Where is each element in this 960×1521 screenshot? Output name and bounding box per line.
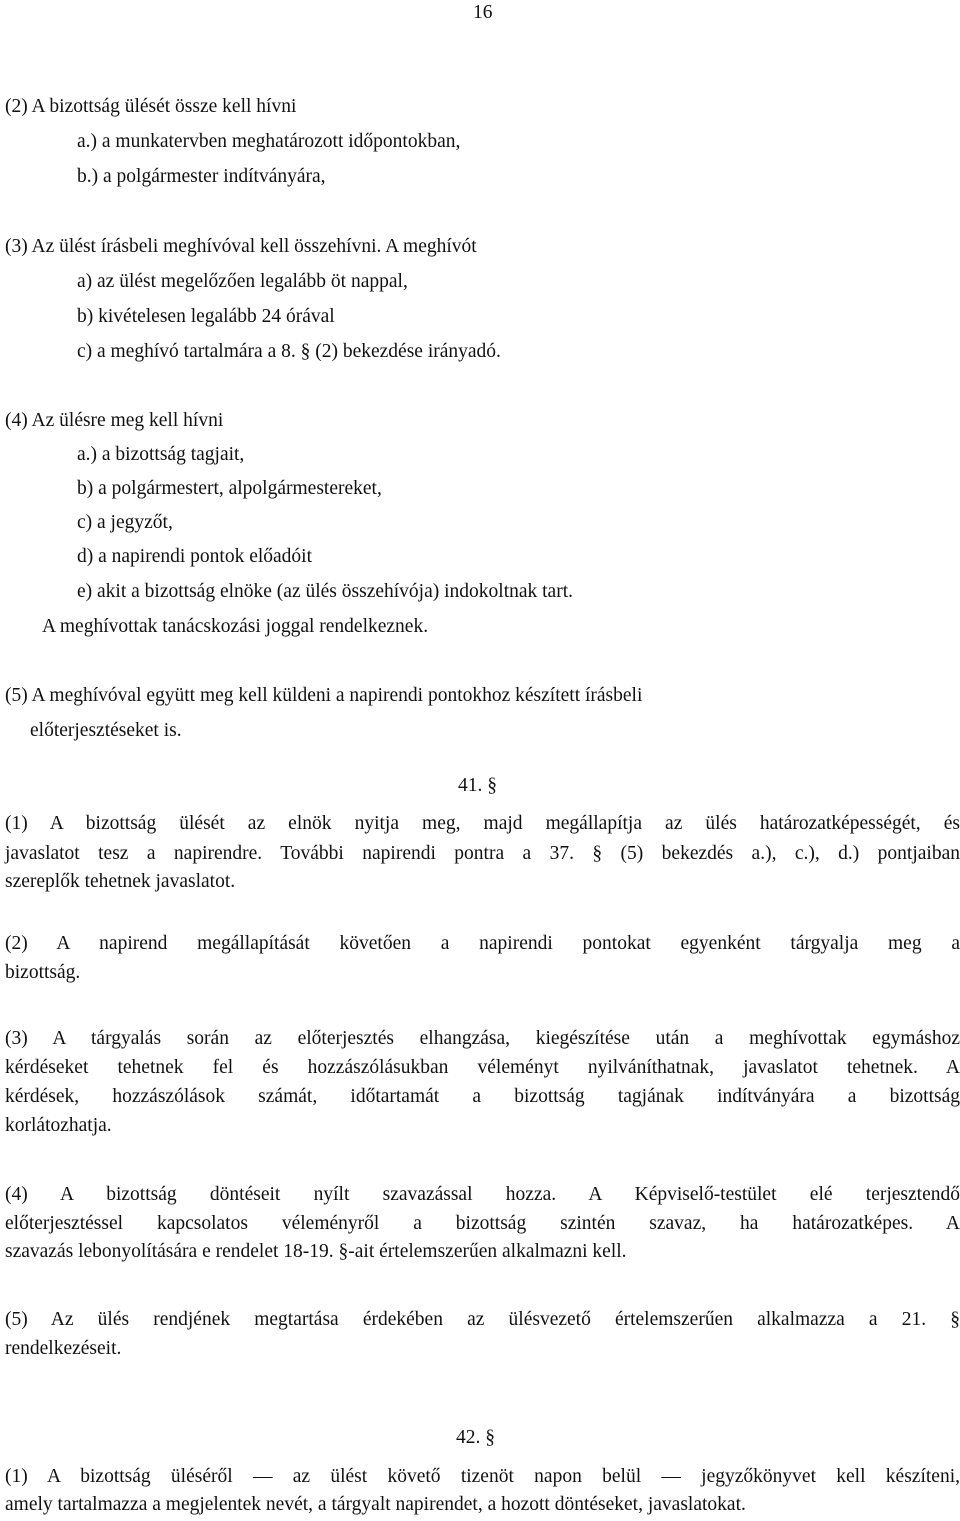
paragraph-note: A meghívottak tanácskozási joggal rendelkeznek. — [42, 616, 429, 637]
paragraph-line: javaslatot tesz a napirendre. További napirendi pontra a 37. § (5) bekezdés a.), c.), d.) pontjaiban — [5, 843, 960, 864]
paragraph-line: (5) Az ülés rendjének megtartása érdekében az ülésvezető értelemszerűen alkalmazza a 21. § — [5, 1309, 960, 1330]
paragraph-line: előterjesztéseket is. — [30, 720, 182, 741]
paragraph-intro: (2) A bizottság ülését össze kell hívni — [5, 96, 297, 117]
paragraph-intro: (3) Az ülést írásbeli meghívóval kell összehívni. A meghívót — [5, 236, 477, 257]
paragraph-line: rendelkezéseit. — [5, 1338, 122, 1359]
paragraph-line: korlátozhatja. — [5, 1115, 112, 1136]
paragraph-line: szereplők tehetnek javaslatot. — [5, 871, 236, 892]
paragraph-line: kérdések, hozzászólások számát, időtartamát a bizottság tagjának indítványára a bizottság — [5, 1086, 960, 1107]
page-number: 16 — [473, 2, 493, 23]
paragraph-line: szavazás lebonyolítására e rendelet 18-19. §-ait értelemszerűen alkalmazni kell. — [5, 1241, 627, 1262]
paragraph-line: amely tartalmazza a megjelentek nevét, a tárgyalt napirendet, a hozott döntéseket, javaslatokat. — [5, 1494, 746, 1515]
paragraph-line: (5) A meghívóval együtt meg kell küldeni a napirendi pontokhoz készített írásbeli — [5, 685, 643, 706]
list-item: d) a napirendi pontok előadóit — [77, 546, 313, 567]
list-item: b) kivételesen legalább 24 órával — [77, 306, 335, 327]
list-item: a.) a munkatervben meghatározott időpontokban, — [77, 131, 461, 152]
list-item: b) a polgármestert, alpolgármestereket, — [77, 478, 382, 499]
paragraph-line: előterjesztéssel kapcsolatos véleményről a bizottság szintén szavaz, ha határozatképes. A — [5, 1213, 960, 1234]
list-item: b.) a polgármester indítványára, — [77, 166, 326, 187]
paragraph-line: (1) A bizottság ülését az elnök nyitja meg, majd megállapítja az ülés határozatképességét, és — [5, 813, 960, 834]
paragraph-line: (4) A bizottság döntéseit nyílt szavazással hozza. A Képviselő-testület elé terjesztendő — [5, 1184, 960, 1205]
paragraph-line: (1) A bizottság üléséről — az ülést követő tizenöt napon belül — jegyzőkönyvet kell készíteni, — [5, 1466, 960, 1487]
section-heading-42: 42. § — [456, 1427, 495, 1448]
paragraph-line: (2) A napirend megállapítását követően a napirendi pontokat egyenként tárgyalja meg a — [5, 933, 960, 954]
list-item: a) az ülést megelőzően legalább öt nappal, — [77, 271, 408, 292]
paragraph-line: bizottság. — [5, 962, 81, 983]
list-item: e) akit a bizottság elnöke (az ülés összehívója) indokoltnak tart. — [77, 581, 574, 602]
list-item: c) a meghívó tartalmára a 8. § (2) bekezdése irányadó. — [77, 341, 501, 362]
list-item: a.) a bizottság tagjait, — [77, 444, 245, 465]
section-heading-41: 41. § — [458, 775, 497, 796]
list-item: c) a jegyzőt, — [77, 512, 173, 533]
paragraph-line: (3) A tárgyalás során az előterjesztés elhangzása, kiegészítése után a meghívottak egymáshoz — [5, 1028, 960, 1049]
paragraph-line: kérdéseket tehetnek fel és hozzászólásukban véleményt nyilváníthatnak, javaslatot tehetnek. A — [5, 1057, 960, 1078]
paragraph-intro: (4) Az ülésre meg kell hívni — [5, 410, 224, 431]
